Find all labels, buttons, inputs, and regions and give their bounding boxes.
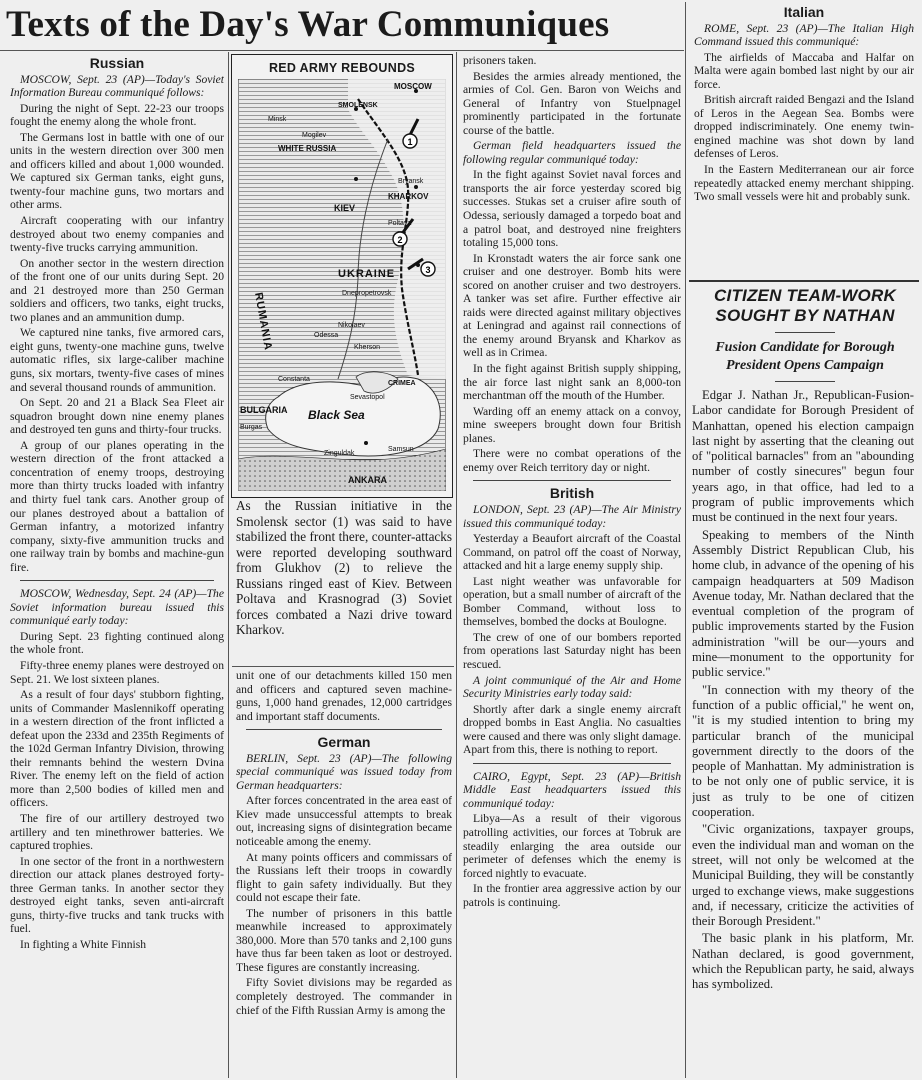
paragraph: In Kronstadt waters the air force sank one cruiser and one destroyer. Bomb hits were scored on another cruiser and two destroyers. A tanker was set afire. Further effective air raids were directed against military objectives at Leningrad and against rail connections of the enemy around Bryansk and Kharkov as well as in Crimea. — [463, 251, 681, 360]
paragraph: In fighting a White Finnish — [20, 937, 147, 951]
marker-3-label: 3 — [425, 265, 431, 275]
paragraph: "In connection with my theory of the function of a public official," he went on, "it is my studied intention to bring my particular branch of the municipal government directly to the doors of the people of Manhattan. My administration is to be not only one of public service, it is just as truly to be one of citizen cooperation. — [692, 682, 914, 820]
paragraph: In the frontier area aggressive action by our patrols is continuing. — [463, 882, 681, 909]
map-label-minsk: Minsk — [268, 116, 287, 123]
banner-rule — [0, 50, 684, 51]
dateline: German field headquarters issued the following regular communiqué today: — [463, 139, 681, 166]
paragraph: During the night of Sept. 22-23 our troops fought the enemy along the whole front. — [10, 101, 224, 129]
dateline: MOSCOW, Wednesday, Sept. 24 (AP)—The Soviet information bureau issued this communiqué early today: — [10, 587, 224, 628]
separator — [246, 729, 442, 730]
dateline: A joint communiqué of the Air and Home Security Ministries early today said: — [463, 673, 681, 701]
column-rule — [685, 2, 686, 1078]
paragraph: In the Eastern Mediterranean our air force repeatedly attacked enemy merchant shipping. Two small vessels were hit and probably sunk. — [694, 163, 914, 204]
marker-2-label: 2 — [397, 235, 403, 245]
map-label-white-russia: WHITE RUSSIA — [278, 144, 337, 153]
nathan-story — [692, 286, 918, 1074]
map-label-moscow: MOSCOW — [394, 82, 432, 91]
section-heading-russian: Russian — [89, 57, 145, 71]
paragraph: Fifty Soviet divisions may be regarded as completely destroyed. The commander in chief of the Fifth Russian Army is among the — [236, 976, 452, 1017]
paragraph: British aircraft raided Bengazi and the Island of Leros in the Aegean Sea. Bombs were dropped indiscriminately. One enemy twin-engined machine was shot down by land defenses of Leros. — [694, 93, 914, 161]
paragraph: Speaking to members of the Ninth Assembly District Republican Club, his home club, in advance of the opening of his campaign headquarters at 509 Madison Avenue today, Mr. Nathan declared that the eventual completion of the program of public improvements started by the Fusion administration "will be our—yours and mine—monument to the opportunity for public service." — [692, 527, 914, 680]
russian-column — [10, 57, 224, 1079]
paragraph: On Sept. 20 and 21 a Black Sea Fleet air squadron brought down nine enemy planes and destroyed ten guns and thirty-four trucks. — [10, 396, 224, 437]
paragraph: The fire of our artillery destroyed two artillery and ten minethrower batteries. We captured trophies. — [10, 811, 224, 853]
paragraph: Shortly after dark a single enemy aircraft dropped bombs in East Anglia. No casualties were caused and there was only slight damage. Apart from this, there is nothing to report. — [463, 702, 681, 757]
paragraph: Warding off an enemy attack on a convoy, mine sweepers brought down four British planes. — [463, 404, 681, 445]
paragraph: We captured nine tanks, five armored cars, eight guns, twenty-one machine guns, twelve automatic rifles, six large-caliber machine guns, six mortars, twenty-five cases of mines and several thousand rounds of ammunition. — [10, 326, 224, 394]
marker-1-label: 1 — [407, 137, 413, 147]
paragraph: Aircraft cooperating with our infantry destroyed about two enemy companies and twenty-five trucks carrying ammunition. — [10, 214, 224, 255]
paragraph: A group of our planes operating in the western direction of the front attacked a concentration of enemy troops, destroying more than thirty trucks loaded with infantry and thirty fuel tank cars. Another group of our planes destroyed about a battalion of German infantry, a motorized infantry company, sixty-five ammunition trucks and one railway train by bombs and machine-gun fire. — [10, 438, 224, 574]
map-label-ukraine: UKRAINE — [338, 268, 396, 280]
paragraph: The airfields of Maccaba and Halfar on Malta were again bombed last night by our air force. — [694, 50, 914, 91]
paragraph: Last night weather was unfavorable for operation, but a small number of aircraft of the Bomber Command, without loss to themselves, bombed the docks at Boulogne. — [463, 574, 681, 629]
map-label-crimea: CRIMEA — [388, 380, 416, 387]
map-label-zinguldak: Zinguldak — [324, 450, 355, 457]
paragraph: The Germans lost in battle with one of our units in the western direction over 300 men and officers killed and about 1,000 wounded. We captured six German tanks, eight guns, twenty-four machine guns, two mortars and other arms. — [10, 130, 224, 212]
dateline: LONDON, Sept. 23 (AP)—The Air Ministry issued this communiqué today: — [463, 502, 681, 530]
city-dot — [414, 185, 418, 189]
german-column — [236, 669, 452, 1079]
city-dot — [364, 441, 368, 445]
story-headline: CITIZEN TEAM-WORK SOUGHT BY NATHAN — [714, 286, 896, 325]
paragraph: prisoners taken. — [463, 54, 537, 67]
story-body — [692, 388, 914, 1074]
dateline: BERLIN, Sept. 23 (AP)—The following special communiqué was issued today from German headquarters: — [236, 751, 452, 792]
section-heading-german: German — [317, 734, 371, 751]
paragraph: The number of prisoners in this battle meanwhile increased to approximately 380,000. More than 570 tanks and 2,100 guns have thus far been taken as loot or destroyed. These figures are constantly increasing. — [236, 906, 452, 974]
separator — [20, 580, 214, 581]
headline-rule — [775, 332, 835, 333]
map-label-kherson: Kherson — [354, 344, 381, 351]
dateline: ROME, Sept. 23 (AP)—The Italian High Command issued this communiqué: — [694, 21, 914, 49]
map-label-dnepropetrovsk: Dnepropetrovsk — [342, 290, 392, 297]
story-rule — [689, 280, 919, 282]
map-label-ankara: ANKARA — [348, 475, 387, 485]
caption-rule — [232, 666, 454, 667]
subhead-rule — [775, 381, 835, 382]
map-label-kiev: KIEV — [334, 203, 356, 213]
section-heading-italian: Italian — [783, 6, 825, 20]
map-label-rumania: RUMANIA — [252, 291, 275, 352]
column-rule — [456, 52, 457, 1078]
map-label-mogilev: Mogilev — [302, 132, 327, 139]
paragraph: Yesterday a Beaufort aircraft of the Coastal Command, on patrol off the coast of Norway, attacked and hit a large enemy supply ship. — [463, 532, 681, 573]
paragraph: After forces concentrated in the area east of Kiev made unsuccessful attempts to break out, increasing signs of disintegration became noticeable among the enemy. — [236, 794, 452, 849]
paragraph: Libya—As a result of their vigorous patrolling activities, our forces at Tobruk are steadily enlarging the area outside our perimeter of defenses which the enemy is forced nightly to evacuate. — [463, 812, 681, 880]
paragraph: During Sept. 23 fighting continued along the whole front. — [10, 629, 224, 657]
paragraph: Edgar J. Nathan Jr., Republican-Fusion-Labor candidate for Borough President of Manhattan, opened his election campaign last night by asserting that the cleaning out of "political barnacles" from an "abounding number of costly sinecures" begun four years ago, in that office, had led to a program of public improvements which must be continued in the next four years. — [692, 388, 914, 525]
map-label-smolensk: SMOLENSK — [338, 102, 378, 109]
italian-column — [694, 6, 914, 278]
column-rule — [228, 52, 229, 1078]
map-label-constanta: Constanta — [278, 376, 310, 383]
paragraph: There were no combat operations of the enemy over Reich territory day or night. — [463, 447, 681, 474]
map-figure — [231, 54, 453, 498]
section-heading-british: British — [549, 485, 595, 502]
separator — [473, 763, 671, 764]
dateline: MOSCOW, Sept. 23 (AP)—Today's Soviet Information Bureau communiqué follows: — [10, 72, 224, 100]
story-subhead: Fusion Candidate for Borough President Opens Campaign — [715, 340, 895, 373]
paragraph: As a result of four days' stubborn fighting, units of Commander Maslennikoff operating in a western direction of the front inflicted a defeat upon the 233d and 235th Regiments of the 102d German Infantry Division, throwing their remnants behind the western Dvina River. The enemy left on the field of action more than 2,500 bodies of killed men and officers. — [10, 688, 224, 810]
map-title: RED ARMY REBOUNDS — [268, 61, 416, 75]
map-label-burgas: Burgas — [240, 424, 263, 431]
dateline: CAIRO, Egypt, Sept. 23 (AP)—British Middle East headquarters issued this communiqué today: — [463, 769, 681, 810]
paragraph: In the fight against British supply shipping, the air force last night sank an 8,000-ton merchantman off the mouth of the Humber. — [463, 362, 681, 403]
paragraph: unit one of our detachments killed 150 men and officers and captured seven machine-guns, 1,000 hand grenades, 12,000 cartridges and important staff documents. — [236, 669, 452, 723]
map-caption: As the Russian initiative in the Smolensk sector (1) was said to have stabilized the front there, counter-attacks were reported developing southward from Glukhov (2) to relieve the Russians ringed east of Kiev. Between Poltava and Krasnograd (3) Soviet forces combated a Nazi drive toward Kharkov. — [236, 498, 452, 637]
paragraph: In one sector of the front in a northwestern direction our attack planes destroyed forty-three German tanks. In another sector they destroyed eight tanks, seven anti-aircraft guns, thirty-five trucks and tank trucks with fuel. — [10, 854, 224, 936]
city-dot — [416, 263, 420, 267]
paragraph: The crew of one of our bombers reported from operations last Saturday night has been rescued. — [463, 630, 681, 671]
page-title: Texts of the Day's War Communiques — [6, 4, 610, 45]
german-british-column — [463, 54, 681, 1078]
paragraph: The basic plank in his platform, Mr. Nathan declared, is good government, which the Republican party, he said, always has symbolized. — [692, 931, 914, 992]
map-label-black-sea: Black Sea — [308, 408, 365, 422]
map-label-odessa: Odessa — [314, 332, 339, 339]
map-label-samsun: Samsun — [388, 446, 414, 453]
separator — [473, 480, 671, 481]
city-dot — [354, 177, 358, 181]
map-label-kharkov: KHARKOV — [388, 192, 429, 201]
paragraph: On another sector in the western direction of the front one of our units during Sept. 20 and 21 destroyed more than 250 German soldiers and officers, two tanks, eight trucks, two planes and an ammunition dump. — [10, 256, 224, 324]
map-label-nikolaev: Nikolaev — [338, 322, 365, 329]
map-label-sevastopol: Sevastopol — [350, 394, 385, 401]
paragraph: In the fight against Soviet naval forces and transports the air force yesterday scored big successes. Stukas set a cruiser afire south of Odessa, seriously damaged a torpedo boat and a patrol boat, and destroyed nine freighters totaling 15,000 tons. — [463, 168, 681, 250]
paragraph: Fifty-three enemy planes were destroyed on Sept. 21. We lost sixteen planes. — [10, 658, 224, 686]
paragraph: Besides the armies already mentioned, the armies of Col. Gen. Baron von Weichs and General of Infantry von Stuelpnagel prominently participated in the fortunate course of the battle. — [463, 69, 681, 137]
map-label-bulgaria: BULGARIA — [240, 405, 288, 415]
map-label-bryansk: Bryansk — [398, 178, 424, 185]
map-graphic — [238, 79, 446, 491]
map-label-poltava: Poltava — [388, 220, 412, 227]
paragraph: At many points officers and commissars of the Russians left their troops in cowardly flight to gain safety individually. But they could not escape their fate. — [236, 850, 452, 905]
paragraph: "Civic organizations, taxpayer groups, even the individual man and woman on the street, will not only be welcomed at the Municipal Building, they will be constantly urged to exchange views, make suggestions and, if necessary, criticize the activities of their Borough President." — [692, 822, 914, 929]
